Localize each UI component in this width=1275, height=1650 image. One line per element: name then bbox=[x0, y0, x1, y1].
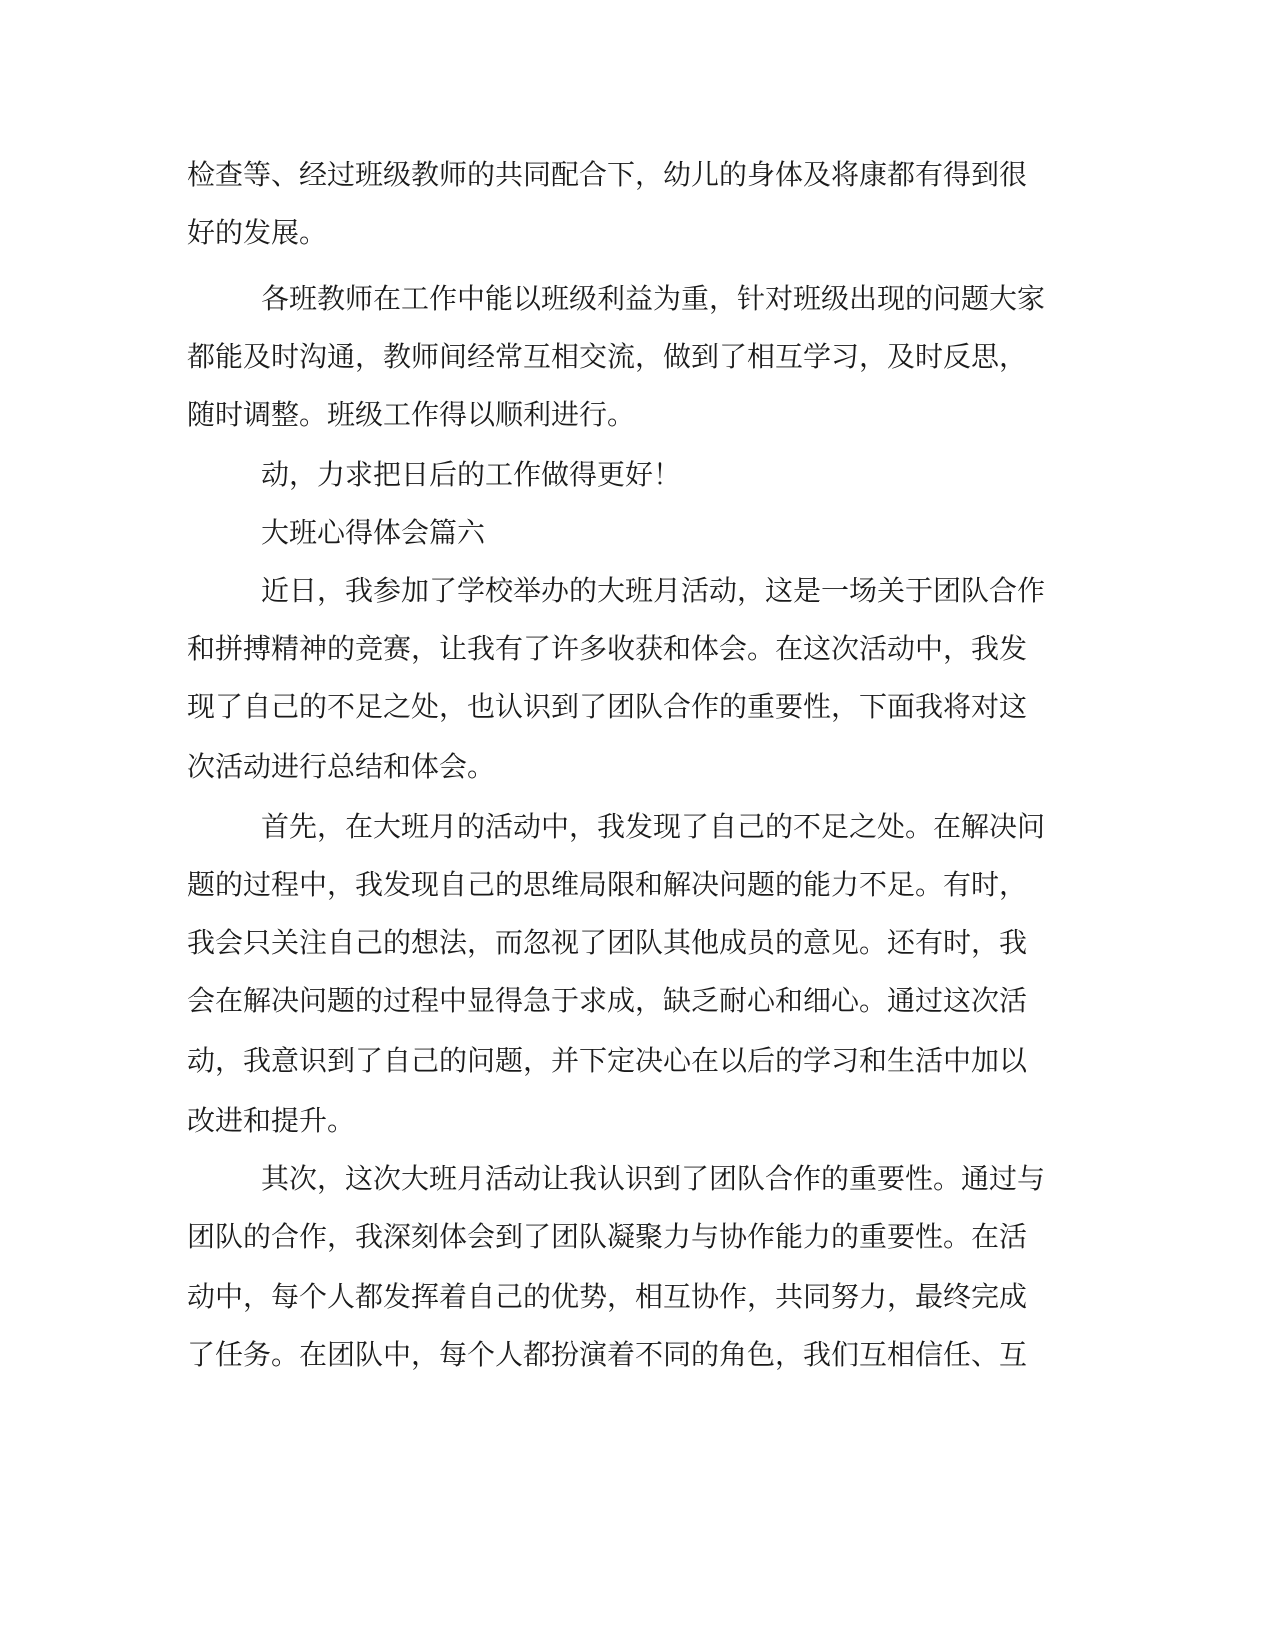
text-line: 好的发展。 bbox=[187, 216, 328, 249]
paragraph-start-line: 首先，在大班月的活动中，我发现了自己的不足之处。在解决问 bbox=[261, 810, 1046, 843]
text-line: 动，我意识到了自己的问题，并下定决心在以后的学习和生活中加以 bbox=[187, 1044, 1028, 1077]
text-line: 现了自己的不足之处，也认识到了团队合作的重要性，下面我将对这 bbox=[187, 690, 1028, 723]
paragraph-start-line: 近日，我参加了学校举办的大班月活动，这是一场关于团队合作 bbox=[261, 574, 1046, 607]
text-line: 了任务。在团队中，每个人都扮演着不同的角色，我们互相信任、互 bbox=[187, 1338, 1028, 1371]
text-line: 随时调整。班级工作得以顺利进行。 bbox=[187, 398, 636, 431]
text-line: 题的过程中，我发现自己的思维局限和解决问题的能力不足。有时， bbox=[187, 868, 1028, 901]
text-line: 我会只关注自己的想法，而忽视了团队其他成员的意见。还有时，我 bbox=[187, 926, 1028, 959]
text-line: 会在解决问题的过程中显得急于求成，缺乏耐心和细心。通过这次活 bbox=[187, 984, 1028, 1017]
paragraph-start-line: 各班教师在工作中能以班级利益为重，针对班级出现的问题大家 bbox=[261, 282, 1046, 315]
text-line: 改进和提升。 bbox=[187, 1104, 356, 1137]
text-line: 次活动进行总结和体会。 bbox=[187, 750, 496, 783]
paragraph-start-line: 其次，这次大班月活动让我认识到了团队合作的重要性。通过与 bbox=[261, 1162, 1046, 1195]
text-line: 团队的合作，我深刻体会到了团队凝聚力与协作能力的重要性。在活 bbox=[187, 1220, 1028, 1253]
paragraph-start-line: 动，力求把日后的工作做得更好！ bbox=[261, 458, 682, 491]
text-line: 动中，每个人都发挥着自己的优势，相互协作，共同努力，最终完成 bbox=[187, 1280, 1028, 1313]
text-line: 都能及时沟通，教师间经常互相交流，做到了相互学习，及时反思， bbox=[187, 340, 1028, 373]
text-line: 和拼搏精神的竞赛，让我有了许多收获和体会。在这次活动中，我发 bbox=[187, 632, 1028, 665]
section-heading: 大班心得体会篇六 bbox=[261, 516, 486, 549]
text-line: 检查等、经过班级教师的共同配合下，幼儿的身体及将康都有得到很 bbox=[187, 158, 1028, 191]
